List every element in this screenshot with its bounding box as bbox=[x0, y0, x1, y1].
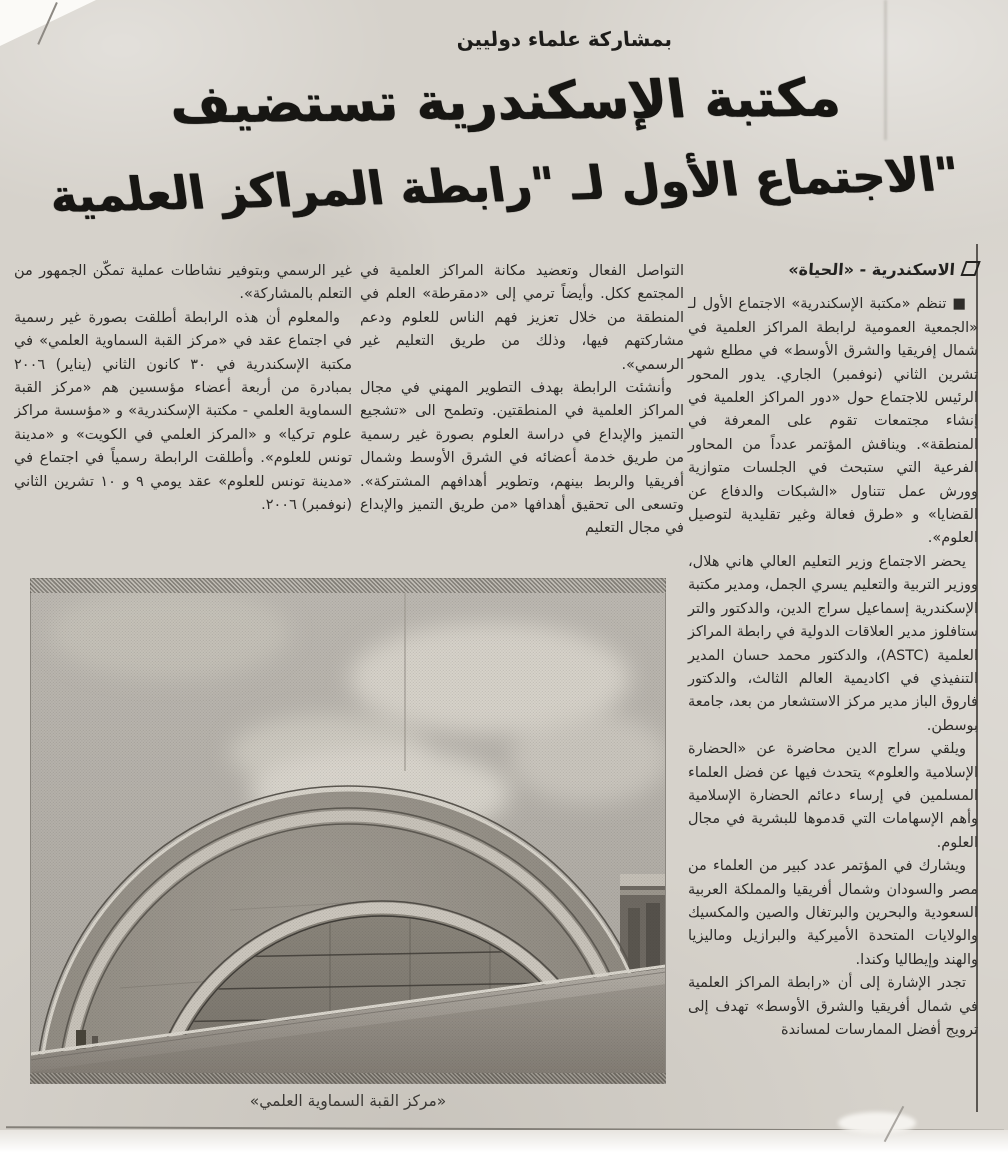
headline-line-2: الاجتماع الأول لـ "رابطة المراكز العلمية" bbox=[45, 146, 963, 224]
photo-bottom-screen-band bbox=[30, 1073, 666, 1084]
headline-line-1: مكتبة الإسكندرية تستضيف bbox=[165, 68, 843, 136]
dateline-text: الاسكندرية - «الحياة» bbox=[787, 260, 956, 279]
dateline bbox=[687, 258, 979, 281]
paragraph: والمعلوم أن هذه الرابطة أطلقت بصورة غير رسمية في اجتماع عقد في «مركز القبة السماوية العلمي» في مكتبة الإسكندرية في ٣٠ كانون الثاني (يناير) ٢٠٠٦ بمبادرة من أربعة أعضاء مؤسسين هم «مركز القبة السماوية العلمي - مكتبة الإسكندرية» و «مؤسسة مراكز علوم تركيا» و «المركز العلمي في الكويت» و «مدينة تونس للعلوم». وأطلقت الرابطة رسمياً في اجتماع في «مدينة تونس للعلوم» عقد يومي ٩ و ١٠ تشرين الثاني (نوفمبر) ٢٠٠٦. bbox=[14, 309, 352, 514]
kicker: بمشاركة علماء دوليين bbox=[455, 27, 673, 51]
paper-blotch bbox=[838, 1112, 916, 1134]
paragraph: ■ تنظم «مكتبة الإسكندرية» الاجتماع الأول لـ «الجمعية العمومية لرابطة المراكز العلمية في شمال إفريقيا والشرق الأوسط» في مطلع شهر تشرين الثاني (نوفمبر) الجاري. يدور المحور الرئيس للاجتماع حول «دور المراكز العلمية في إنشاء مجتمعات تقوم على المعرفة في المنطقة». ويناقش المؤتمر عدداً من المحاور الفرعية التي ستبحث في الجلسات متوازية وورش عمل تتناول «الشبكات والدفاع عن القضايا» و «طرق فعالة وغير تقليدية لتوصيل العلوم». bbox=[688, 296, 978, 547]
paragraph: يحضر الاجتماع وزير التعليم العالي هاني هلال، ووزير التربية والتعليم يسري الجمل، ومدير مكتبة الإسكندرية إسماعيل سراج الدين، والدكتور والتر ستافلوز مدير العلاقات الدولية في رابطة المراكز العلمية (ASTC)، والدكتور محمد حسان المدير التنفيذي في اكاديمية العالم الثالث، والدكتور فاروق الباز مدير مركز الاستشعار من بعد، جامعة بوسطن. bbox=[688, 553, 978, 734]
paragraph: ويلقي سراج الدين محاضرة عن «الحضارة الإسلامية والعلوم» يتحدث فيها عن فضل العلماء المسلمين في إرساء دعائم الحضارة الإسلامية وأهم الإسهامات التي قدموها للبشرية في مجال العلوم. bbox=[688, 741, 978, 851]
hollow-square-icon bbox=[960, 261, 980, 276]
paragraph: غير الرسمي وبتوفير نشاطات عملية تمكّن الجمهور من التعلم بالمشاركة». bbox=[14, 263, 352, 303]
photo-top-screen-band bbox=[30, 578, 666, 593]
planetarium-dome-photo bbox=[30, 578, 666, 1084]
scan-background bbox=[0, 1130, 1008, 1158]
paragraph: وأنشئت الرابطة بهدف التطوير المهني في مجال المراكز العلمية في المنطقتين. وتطمح الى «تشجيع التميز والإبداع في دراسة العلوم بصورة غير رسمية من طريق خدمة أعضائه في الشرق الأوسط وشمال أفريقيا والربط بينهم، وتطوير أهدافهم المشتركة». وتسعى الى تحقيق أهدافها «من طريق التميز والإبداع في مجال التعليم bbox=[360, 380, 684, 537]
column-right bbox=[688, 258, 978, 1042]
paragraph: التواصل الفعال وتعضيد مكانة المراكز العلمية في المجتمع ككل. وأيضاً ترمي إلى «دمقرطة» العلم في المنطقة من خلال تعزيز فهم الناس للعلوم ودعم مشاركتهم فيها، وذلك من طريق التعليم غير الرسمي». bbox=[360, 263, 684, 373]
column-left bbox=[14, 260, 352, 576]
planetarium-dome-illustration bbox=[30, 578, 666, 1084]
column-middle bbox=[360, 260, 684, 576]
photo-caption: «مركز القبة السماوية العلمي» bbox=[249, 1092, 447, 1110]
paragraph: ويشارك في المؤتمر عدد كبير من العلماء من مصر والسودان وشمال أفريقيا والمملكة العربية السعودية والبحرين والبرتغال والصين والمكسيك والولايات المتحدة الأميركية والبرازيل وماليزيا والهند وإيطاليا وكندا. bbox=[688, 858, 978, 968]
paragraph: تجدر الإشارة إلى أن «رابطة المراكز العلمية في شمال أفريقيا والشرق الأوسط» تهدف إلى ترويج أفضل الممارسات لمساندة bbox=[688, 975, 978, 1038]
